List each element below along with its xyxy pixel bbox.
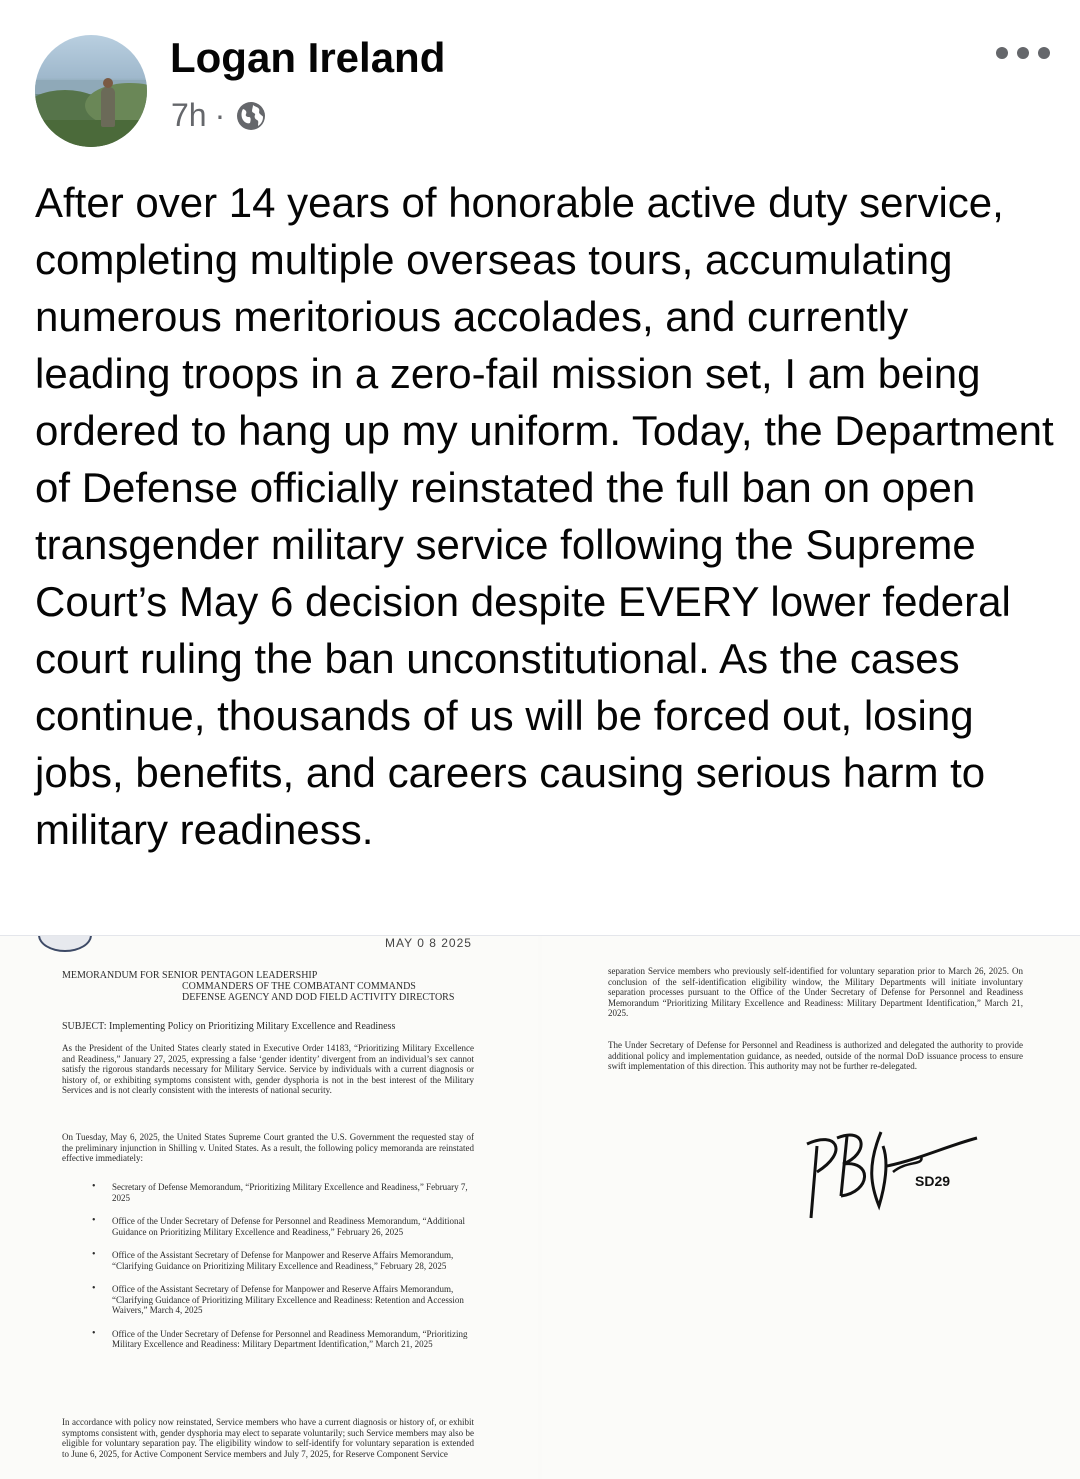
memo-bullet: • Office of the Under Secretary of Defense for Personnel and Readiness Memorandum, “Additional Guidance on Prioritizing Military Excellence and Readiness,” February 26, 2025 <box>92 1216 482 1237</box>
memo-subject: SUBJECT: Implementing Policy on Prioritizing Military Excellence and Readiness <box>62 1021 396 1032</box>
author-name[interactable]: Logan Ireland <box>170 34 446 81</box>
memo-bullet: • Office of the Assistant Secretary of Defense for Manpower and Reserve Affairs Memorandum, “Clarifying Guidance of Prioritizing Military Excellence and Readiness: Retention and Accession Waivers,” March 4, 2025 <box>92 1284 482 1316</box>
memo-page-2 <box>542 936 1080 1479</box>
memo-header-line: DEFENSE AGENCY AND DOD FIELD ACTIVITY DIRECTORS <box>182 992 455 1003</box>
memo-header-line: MEMORANDUM FOR SENIOR PENTAGON LEADERSHIP <box>62 970 318 981</box>
memo-page-1 <box>0 936 538 1479</box>
memo-header-line: COMMANDERS OF THE COMBATANT COMMANDS <box>182 981 416 992</box>
memo-paragraph: In accordance with policy now reinstated, Service members who have a current diagnosis or history of, or exhibit symptoms consistent with, gender dysphoria may elect to separate voluntarily; such Service members may also be eligible for voluntary separation pay. The eligibility window to self-identify for voluntary separation is extended to June 6, 2025, for Active Component Service members and July 7, 2025, for Reserve Component Service <box>62 1417 474 1459</box>
memo-paragraph: The Under Secretary of Defense for Personnel and Readiness is authorized and delegated the authority to provide additional policy and implementation guidance, as needed, outside of the normal DoD issuance process to ensure swift implementation of this direction. This authority may not be further re-delegated. <box>608 1040 1023 1071</box>
avatar[interactable] <box>35 35 147 147</box>
memo-bullet-list <box>92 1182 482 1363</box>
post-meta <box>171 97 267 134</box>
post-image[interactable] <box>0 935 1080 1479</box>
memo-bullet: • Office of the Assistant Secretary of Defense for Manpower and Reserve Affairs Memorandum, “Clarifying Guidance on Prioritizing Military Excellence and Readiness,” February 28, 2025 <box>92 1250 482 1271</box>
more-options-icon[interactable] <box>996 42 1050 64</box>
memo-header <box>62 970 482 1003</box>
memo-date-stamp: MAY 0 8 2025 <box>385 936 472 950</box>
globe-icon[interactable] <box>235 100 267 132</box>
post-time[interactable]: 7h <box>171 97 207 133</box>
memo-paragraph: separation Service members who previously self-identified for voluntary separation prior to March 26, 2025. On conclusion of the self-identification eligibility window, the Military Departments will initiate involuntary separation processes pursuant to the Office of the Under Secretary of Defense for Personnel and Readiness Memorandum “Prioritizing Military Excellence and Readiness: Military Department Identification,” March 21, 2025. <box>608 966 1023 1018</box>
dod-seal <box>38 935 92 952</box>
memo-paragraph: On Tuesday, May 6, 2025, the United States Supreme Court granted the U.S. Government the requested stay of the preliminary injunction in Shilling v. United States. As a result, the following policy memoranda are reinstated effective immediately: <box>62 1132 474 1163</box>
post-text: After over 14 years of honorable active duty service, completing multiple overseas tours, accumulating numerous meritorious accolades, and currently leading troops in a zero-fail mission set, I am being ordered to hang up my uniform. Today, the Department of Defense officially reinstated the full ban on open transgender military service following the Supreme Court’s May 6 decision despite EVERY lower federal court ruling the ban unconstitutional. As the cases continue, thousands of us will be forced out, losing jobs, benefits, and careers causing serious harm to military readiness. <box>35 179 1066 853</box>
signature <box>797 1126 997 1236</box>
post-header <box>0 0 1080 160</box>
signature-initials: SD29 <box>915 1173 951 1189</box>
meta-separator: · <box>214 97 226 133</box>
memo-bullet: • Office of the Under Secretary of Defense for Personnel and Readiness Memorandum, “Prioritizing Military Excellence and Readiness: Military Department Identification,” March 21, 2025 <box>92 1329 482 1350</box>
memo-paragraph: As the President of the United States clearly stated in Executive Order 14183, “Prioritizing Military Excellence and Readiness,” January 27, 2025, expressing a false ‘gender identity’ divergent from an individual’s sex cannot satisfy the rigorous standards necessary for Military Service. Service by individuals with a current diagnosis or history of, or exhibiting symptoms consistent with, gender dysphoria is not in the best interest of the Military Services and is not clearly consistent with the interests of national security. <box>62 1043 474 1095</box>
memo-bullet: • Secretary of Defense Memorandum, “Prioritizing Military Excellence and Readiness,” February 7, 2025 <box>92 1182 482 1203</box>
